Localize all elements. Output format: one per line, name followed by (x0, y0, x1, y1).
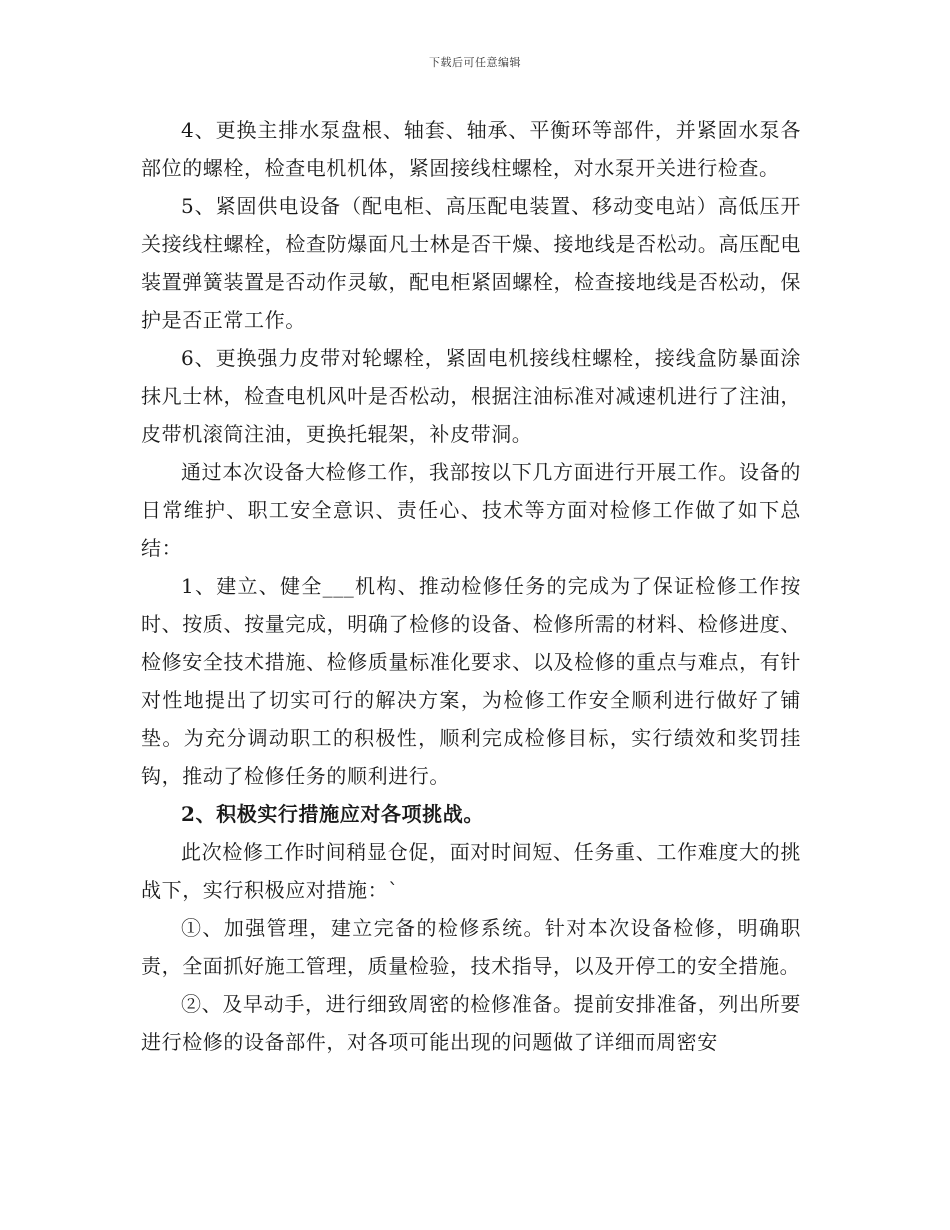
paragraph-measure-2: ②、及早动手，进行细致周密的检修准备。提前安排准备，列出所要进行检修的设备部件，对各项可能出现的问题做了详细而周密安 (141, 992, 801, 1054)
paragraph-item-5: 5、紧固供电设备（配电柜、高压配电装置、移动变电站）高低压开关接线柱螺栓，检查防爆面凡士林是否干燥、接地线是否松动。高压配电装置弹簧装置是否动作灵敏，配电柜紧固螺栓，检查接地线是否松动，保护是否正常工作。 (141, 194, 801, 332)
paragraph-item-6: 6、更换强力皮带对轮螺栓，紧固电机接线柱螺栓，接线盒防暴面涂抹凡士林，检查电机风叶是否松动，根据注油标准对减速机进行了注油，皮带机滚筒注油，更换托辊架，补皮带洞。 (141, 346, 801, 446)
paragraph-measure-1: ①、加强管理，建立完备的检修系统。针对本次设备检修，明确职责，全面抓好施工管理，质量检验，技术指导，以及开停工的安全措施。 (141, 916, 801, 978)
paragraph-point-2-heading: 2、积极实行措施应对各项挑战。 (181, 802, 484, 826)
paragraph-point-1: 1、建立、健全___机构、推动检修任务的完成为了保证检修工作按时、按质、按量完成，明确了检修的设备、检修所需的材料、检修进度、检修安全技术措施、检修质量标准化要求、以及检修的重点与难点，有针对性地提出了切实可行的解决方案，为检修工作安全顺利进行做好了铺垫。为充分调动职工的积极性，顺利完成检修目标，实行绩效和奖罚挂钩，推动了检修任务的顺利进行。 (141, 574, 801, 788)
page-header: 下载后可任意编辑 (429, 56, 521, 69)
document-body (141, 111, 801, 1061)
paragraph-challenge-intro: 此次检修工作时间稍显仓促，面对时间短、任务重、工作难度大的挑战下，实行积极应对措施：` (141, 840, 801, 902)
paragraph-summary-intro: 通过本次设备大检修工作，我部按以下几方面进行开展工作。设备的日常维护、职工安全意识、责任心、技术等方面对检修工作做了如下总结： (141, 460, 801, 560)
paragraph-item-4: 4、更换主排水泵盘根、轴套、轴承、平衡环等部件，并紧固水泵各部位的螺栓，检查电机机体，紧固接线柱螺栓，对水泵开关进行检查。 (141, 118, 801, 180)
